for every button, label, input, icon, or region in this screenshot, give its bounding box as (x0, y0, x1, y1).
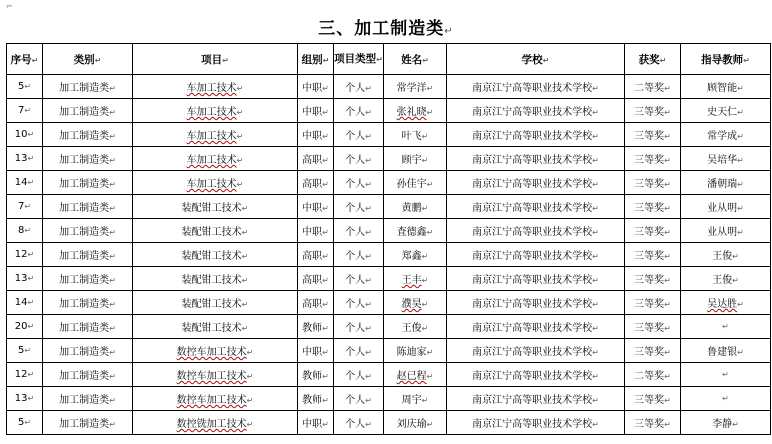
cell-type: 个人↵ (334, 243, 384, 267)
table-row (7, 243, 771, 267)
cell-category: 加工制造类↵ (43, 147, 133, 171)
cell-teacher: ↵ (681, 363, 771, 387)
cell-no: 5↵ (7, 339, 43, 363)
cell-no: 13↵ (7, 267, 43, 291)
table-row (7, 315, 771, 339)
cell-name: 叶飞↵ (384, 123, 447, 147)
cell-category: 加工制造类↵ (43, 363, 133, 387)
cell-school: 南京江宁高等职业技术学校↵ (447, 171, 625, 195)
table-row (7, 363, 771, 387)
cell-group: 中职↵ (298, 99, 334, 123)
cell-project: 数控车加工技术↵ (133, 339, 298, 363)
cell-type: 个人↵ (334, 387, 384, 411)
cell-type: 个人↵ (334, 411, 384, 435)
header-row (7, 44, 771, 75)
col-header-school: 学校↵ (447, 44, 625, 75)
table-row (7, 291, 771, 315)
cell-category: 加工制造类↵ (43, 315, 133, 339)
cell-award: 三等奖↵ (625, 219, 681, 243)
cell-no: 5↵ (7, 411, 43, 435)
cell-school: 南京江宁高等职业技术学校↵ (447, 411, 625, 435)
table-row (7, 147, 771, 171)
corner-mark: ⌐ (6, 2, 13, 11)
cell-no: 12↵ (7, 363, 43, 387)
cell-group: 中职↵ (298, 75, 334, 99)
cell-type: 个人↵ (334, 195, 384, 219)
cell-group: 教师↵ (298, 315, 334, 339)
cell-type: 个人↵ (334, 123, 384, 147)
awards-table (6, 43, 771, 435)
cell-category: 加工制造类↵ (43, 339, 133, 363)
cell-name: 郑鑫↵ (384, 243, 447, 267)
cell-teacher: 鲁建银↵ (681, 339, 771, 363)
cell-award: 三等奖↵ (625, 267, 681, 291)
cell-category: 加工制造类↵ (43, 195, 133, 219)
cell-name: 张礼晓↵ (384, 99, 447, 123)
cell-project: 装配钳工技术↵ (133, 243, 298, 267)
cell-type: 个人↵ (334, 315, 384, 339)
cell-project: 装配钳工技术↵ (133, 219, 298, 243)
col-header-group: 组别↵ (298, 44, 334, 75)
cell-teacher: 常学成↵ (681, 123, 771, 147)
cell-no: 12↵ (7, 243, 43, 267)
cell-group: 高职↵ (298, 171, 334, 195)
cell-award: 三等奖↵ (625, 171, 681, 195)
cell-project: 装配钳工技术↵ (133, 315, 298, 339)
cell-school: 南京江宁高等职业技术学校↵ (447, 363, 625, 387)
cell-award: 三等奖↵ (625, 147, 681, 171)
cell-teacher: 王俊↵ (681, 243, 771, 267)
cell-category: 加工制造类↵ (43, 123, 133, 147)
cell-teacher: 王俊↵ (681, 267, 771, 291)
cell-group: 教师↵ (298, 387, 334, 411)
cell-school: 南京江宁高等职业技术学校↵ (447, 267, 625, 291)
col-header-project: 项目↵ (133, 44, 298, 75)
cell-award: 三等奖↵ (625, 387, 681, 411)
cell-category: 加工制造类↵ (43, 243, 133, 267)
cell-award: 二等奖↵ (625, 75, 681, 99)
cell-teacher: 吴培华↵ (681, 147, 771, 171)
cell-category: 加工制造类↵ (43, 75, 133, 99)
cell-group: 中职↵ (298, 123, 334, 147)
cell-school: 南京江宁高等职业技术学校↵ (447, 291, 625, 315)
cell-no: 7↵ (7, 195, 43, 219)
cell-category: 加工制造类↵ (43, 99, 133, 123)
cell-teacher: 李静↵ (681, 411, 771, 435)
table-row (7, 339, 771, 363)
cell-name: 周宇↵ (384, 387, 447, 411)
cell-school: 南京江宁高等职业技术学校↵ (447, 195, 625, 219)
cell-group: 中职↵ (298, 411, 334, 435)
cell-category: 加工制造类↵ (43, 171, 133, 195)
cell-no: 13↵ (7, 387, 43, 411)
table-body (7, 75, 771, 435)
page-title: 三、加工制造类↵ (318, 19, 454, 39)
table-row (7, 411, 771, 435)
cell-type: 个人↵ (334, 171, 384, 195)
cell-school: 南京江宁高等职业技术学校↵ (447, 339, 625, 363)
cell-category: 加工制造类↵ (43, 411, 133, 435)
cell-project: 车加工技术↵ (133, 123, 298, 147)
cell-type: 个人↵ (334, 75, 384, 99)
cell-project: 车加工技术↵ (133, 99, 298, 123)
cell-award: 二等奖↵ (625, 363, 681, 387)
table-row (7, 219, 771, 243)
cell-type: 个人↵ (334, 363, 384, 387)
cell-award: 三等奖↵ (625, 291, 681, 315)
cell-category: 加工制造类↵ (43, 387, 133, 411)
col-header-no: 序号↵ (7, 44, 43, 75)
cell-group: 中职↵ (298, 219, 334, 243)
cell-type: 个人↵ (334, 291, 384, 315)
cell-no: 14↵ (7, 291, 43, 315)
cell-school: 南京江宁高等职业技术学校↵ (447, 123, 625, 147)
cell-school: 南京江宁高等职业技术学校↵ (447, 147, 625, 171)
cell-school: 南京江宁高等职业技术学校↵ (447, 315, 625, 339)
cell-project: 数控车加工技术↵ (133, 387, 298, 411)
cell-no: 5↵ (7, 75, 43, 99)
cell-no: 10↵ (7, 123, 43, 147)
cell-name: 王丰↵ (384, 267, 447, 291)
cell-type: 个人↵ (334, 147, 384, 171)
cell-no: 13↵ (7, 147, 43, 171)
table-row (7, 195, 771, 219)
cell-name: 赵已程↵ (384, 363, 447, 387)
cell-award: 三等奖↵ (625, 123, 681, 147)
cell-teacher: 业从明↵ (681, 195, 771, 219)
cell-project: 装配钳工技术↵ (133, 267, 298, 291)
cell-award: 三等奖↵ (625, 315, 681, 339)
table-row (7, 123, 771, 147)
cell-school: 南京江宁高等职业技术学校↵ (447, 387, 625, 411)
cell-type: 个人↵ (334, 339, 384, 363)
cell-group: 高职↵ (298, 147, 334, 171)
cell-name: 刘庆瑜↵ (384, 411, 447, 435)
cell-name: 王俊↵ (384, 315, 447, 339)
col-header-name: 姓名↵ (384, 44, 447, 75)
table-row (7, 171, 771, 195)
table-row (7, 387, 771, 411)
cell-name: 濮昊↵ (384, 291, 447, 315)
cell-name: 黄鹏↵ (384, 195, 447, 219)
cell-no: 20↵ (7, 315, 43, 339)
col-header-type: 项目类型↵ (334, 44, 384, 75)
cell-project: 装配钳工技术↵ (133, 195, 298, 219)
cell-teacher: 吴达胜↵ (681, 291, 771, 315)
cell-no: 14↵ (7, 171, 43, 195)
cell-category: 加工制造类↵ (43, 267, 133, 291)
cell-school: 南京江宁高等职业技术学校↵ (447, 75, 625, 99)
cell-school: 南京江宁高等职业技术学校↵ (447, 99, 625, 123)
cell-category: 加工制造类↵ (43, 291, 133, 315)
cell-no: 8↵ (7, 219, 43, 243)
cell-project: 车加工技术↵ (133, 171, 298, 195)
cell-project: 装配钳工技术↵ (133, 291, 298, 315)
cell-no: 7↵ (7, 99, 43, 123)
col-header-teacher: 指导教师↵ (681, 44, 771, 75)
cell-award: 三等奖↵ (625, 339, 681, 363)
cell-award: 三等奖↵ (625, 99, 681, 123)
cell-teacher: 顾智能↵ (681, 75, 771, 99)
cell-type: 个人↵ (334, 99, 384, 123)
cell-group: 中职↵ (298, 195, 334, 219)
cell-award: 三等奖↵ (625, 411, 681, 435)
cell-teacher: 史天仁↵ (681, 99, 771, 123)
cell-award: 三等奖↵ (625, 195, 681, 219)
cell-school: 南京江宁高等职业技术学校↵ (447, 243, 625, 267)
table-row (7, 99, 771, 123)
cell-project: 车加工技术↵ (133, 147, 298, 171)
cell-name: 常学洋↵ (384, 75, 447, 99)
cell-project: 车加工技术↵ (133, 75, 298, 99)
cell-teacher: 业从明↵ (681, 219, 771, 243)
col-header-category: 类别↵ (43, 44, 133, 75)
cell-name: 孙佳宇↵ (384, 171, 447, 195)
cell-award: 三等奖↵ (625, 243, 681, 267)
cell-project: 数控车加工技术↵ (133, 363, 298, 387)
cell-name: 顾宇↵ (384, 147, 447, 171)
cell-group: 中职↵ (298, 339, 334, 363)
cell-name: 陈迪家↵ (384, 339, 447, 363)
cell-name: 査德鑫↵ (384, 219, 447, 243)
cell-project: 数控铣加工技术↵ (133, 411, 298, 435)
cell-group: 高职↵ (298, 243, 334, 267)
cell-type: 个人↵ (334, 219, 384, 243)
table-row (7, 75, 771, 99)
col-header-award: 获奖↵ (625, 44, 681, 75)
cell-teacher: 潘朝瑞↵ (681, 171, 771, 195)
cell-group: 高职↵ (298, 267, 334, 291)
cell-teacher: ↵ (681, 387, 771, 411)
cell-group: 高职↵ (298, 291, 334, 315)
cell-group: 教师↵ (298, 363, 334, 387)
cell-school: 南京江宁高等职业技术学校↵ (447, 219, 625, 243)
cell-type: 个人↵ (334, 267, 384, 291)
cell-category: 加工制造类↵ (43, 219, 133, 243)
table-row (7, 267, 771, 291)
cell-teacher: ↵ (681, 315, 771, 339)
